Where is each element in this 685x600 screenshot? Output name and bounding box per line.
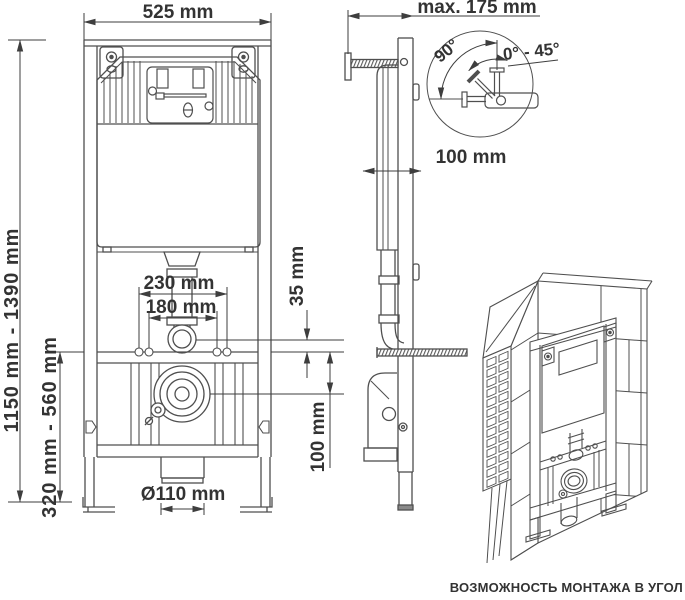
dim-max-depth-label: max. 175 mm: [417, 0, 537, 18]
corner-note: ВОЗМОЖНОСТЬ МОНТАЖА В УГОЛ: [449, 580, 683, 595]
dim-35-label: 35 mm: [287, 245, 308, 307]
dim-110-label: Ø110 mm: [140, 484, 226, 505]
dim-180-label: 180 mm: [145, 297, 217, 318]
dim-width-label: 525 mm: [142, 2, 214, 23]
dim-100-front-label: 100 mm: [308, 401, 329, 473]
dim-side-100-label: 100 mm: [435, 147, 507, 168]
flush-outlet: [168, 325, 196, 353]
dim-lower-label: 320 mm - 560 mm: [39, 336, 61, 518]
dim-height-label: 1150 mm - 1390 mm: [1, 227, 23, 433]
angle-range-label: 0° - 45°: [502, 39, 561, 64]
dim-230-label: 230 mm: [143, 273, 215, 294]
angle-90-label: 90°: [430, 35, 463, 67]
horizontal-anchor-rod: [377, 347, 467, 358]
